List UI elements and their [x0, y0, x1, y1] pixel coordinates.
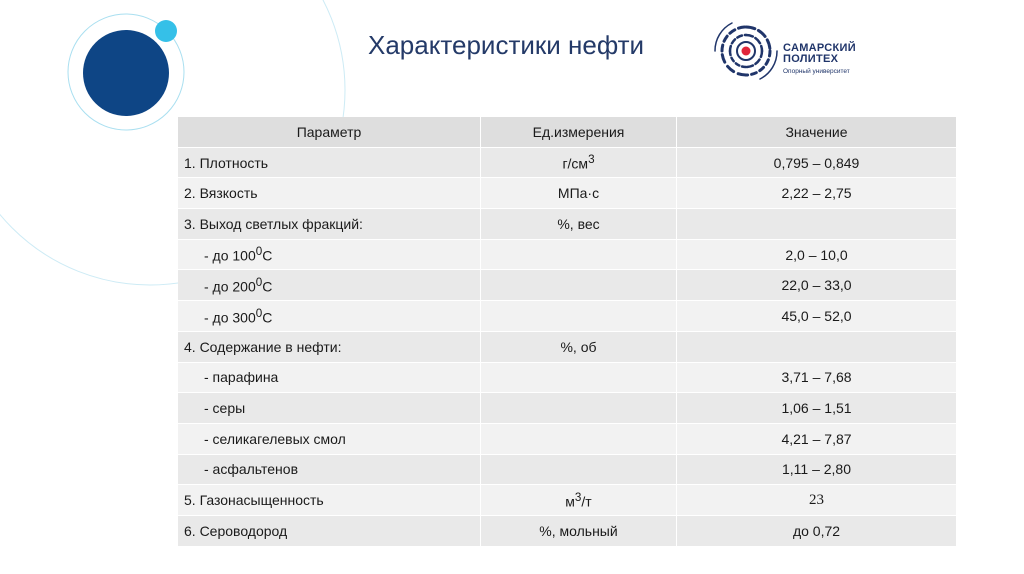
row-unit	[481, 362, 677, 393]
param-tail: С	[262, 309, 273, 326]
row-value: 2,22 – 2,75	[677, 178, 957, 209]
table-row	[178, 362, 957, 393]
param-tail: С	[262, 278, 273, 295]
row-unit	[481, 423, 677, 454]
row-value: 23	[677, 485, 957, 516]
row-parameter: 1. Плотность	[178, 147, 481, 178]
row-unit	[481, 147, 677, 178]
table-row	[178, 209, 957, 240]
table-row	[178, 423, 957, 454]
logo-wordmark	[783, 43, 856, 65]
row-parameter	[178, 239, 481, 270]
row-value: 45,0 – 52,0	[677, 301, 957, 332]
row-parameter: - парафина	[178, 362, 481, 393]
row-parameter: - асфальтенов	[178, 454, 481, 485]
row-value	[677, 209, 957, 240]
row-parameter: - серы	[178, 393, 481, 424]
row-parameter: 5. Газонасыщенность	[178, 485, 481, 516]
param-base: - до 100	[204, 247, 256, 264]
row-value: 1,11 – 2,80	[677, 454, 957, 485]
row-unit: %, вес	[481, 209, 677, 240]
param-base: - до 300	[204, 309, 256, 326]
row-unit: %, мольный	[481, 515, 677, 546]
unit-tail: /т	[581, 493, 592, 510]
table-row	[178, 393, 957, 424]
row-unit	[481, 485, 677, 516]
table-row	[178, 270, 957, 301]
table-row	[178, 331, 957, 362]
logo-subtitle: Опорный университет	[783, 68, 850, 75]
table-row	[178, 515, 957, 546]
navy-circle-decoration	[83, 30, 169, 116]
table-row	[178, 239, 957, 270]
row-unit: %, об	[481, 331, 677, 362]
table-row	[178, 147, 957, 178]
table-row	[178, 485, 957, 516]
row-parameter	[178, 270, 481, 301]
param-base: - до 200	[204, 278, 256, 295]
row-value: 2,0 – 10,0	[677, 239, 957, 270]
table-header-row	[178, 117, 957, 147]
param-superscript: 0	[255, 275, 263, 289]
logo-rings-icon	[712, 17, 780, 85]
row-unit: МПа·с	[481, 178, 677, 209]
unit-superscript: 3	[574, 490, 582, 504]
param-superscript: 0	[255, 306, 263, 320]
page-title: Характеристики нефти	[368, 30, 645, 60]
row-value	[677, 331, 957, 362]
row-value: 0,795 – 0,849	[677, 147, 957, 178]
row-unit	[481, 270, 677, 301]
logo-line1: САМАРСКИЙ	[783, 42, 856, 54]
row-value: до 0,72	[677, 515, 957, 546]
unit-base: г/см	[562, 155, 589, 172]
table-row	[178, 301, 957, 332]
header-parameter: Параметр	[178, 117, 481, 147]
row-parameter: 2. Вязкость	[178, 178, 481, 209]
row-parameter: 4. Содержание в нефти:	[178, 331, 481, 362]
param-superscript: 0	[255, 245, 263, 259]
unit-base: м	[565, 493, 575, 510]
row-value: 22,0 – 33,0	[677, 270, 957, 301]
row-parameter: 6. Сероводород	[178, 515, 481, 546]
row-unit	[481, 454, 677, 485]
row-unit	[481, 301, 677, 332]
row-unit	[481, 393, 677, 424]
logo-line2: ПОЛИТЕХ	[783, 53, 839, 65]
row-value: 4,21 – 7,87	[677, 423, 957, 454]
table-row	[178, 454, 957, 485]
row-parameter: - селикагелевых смол	[178, 423, 481, 454]
header-unit: Ед.измерения	[481, 117, 677, 147]
row-unit	[481, 239, 677, 270]
row-value: 1,06 – 1,51	[677, 393, 957, 424]
param-tail: С	[262, 247, 273, 264]
cyan-dot-decoration	[155, 20, 177, 42]
table-row	[178, 178, 957, 209]
row-parameter: 3. Выход светлых фракций:	[178, 209, 481, 240]
header-value: Значение	[677, 117, 957, 147]
unit-superscript: 3	[588, 153, 595, 167]
samara-polytech-logo	[712, 17, 872, 87]
row-parameter	[178, 301, 481, 332]
oil-characteristics-table	[178, 117, 957, 547]
row-value: 3,71 – 7,68	[677, 362, 957, 393]
